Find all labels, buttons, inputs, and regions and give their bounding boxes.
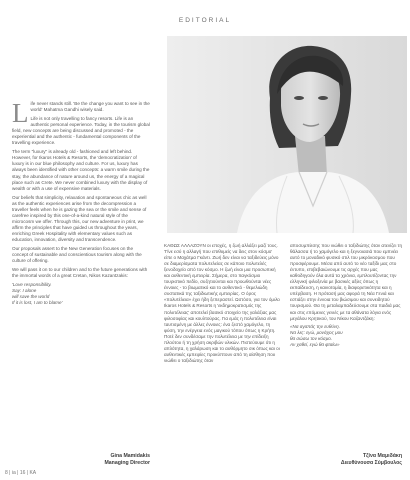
body-paragraph: Our proposals assert to the New Generation focuses on the concept of sustainable and conscientious tourism along with the culture of offering. [12, 246, 142, 264]
body-paragraph: The term "luxury" is already old - fashioned and left behind. However, for Ikaros Hotels & Resorts, the 'democratization' of luxury is in our blue philosophy and culture. For us, luxury has always been identified with other concepts: a warm smile during the stay, the abundance of nature around us, the energy of a magical place such as Crete. We never combined luxury with the display of wealth or with a use of expensive materials. [12, 149, 150, 191]
quote-line: will save the world [12, 294, 50, 300]
signature-name: Τζίνα Μαμιδάκη [362, 453, 402, 459]
body-paragraph: Our beliefs that simplicity, relaxation and spontaneous chic as well as the authentic experiences arise from the decompression a traveller feels when he is gazing the sea or the smile and sense of carefree inspired by this one-of-a-kind natural style of the microcosm we offer. Through this, our new adventure in print, we affirm the principles that have guided us throughout the years, enriching Greek Hospitality with elementary values such as education, innovation, diversity and transcendence. [12, 194, 147, 242]
quote-line: Να λες: εγώ, μονάχος μου [290, 329, 343, 335]
kazantzakis-quote [12, 282, 150, 306]
greek-body-paragraph: αποσυμπίεσης που νιώθει ο ταξιδιώτης όταν ατενίζει τη θάλασσα ή το χαμόγελο και η ξεγνοιασιά που εμπνέει αυτό το μοναδικό φυσικό στιλ του μικρόκοσμου που προσφέρουμε. Μέσα από αυτό το νέο ταξίδι μας στο έντυπο, επιβεβαιώνουμε τις αρχές που μας καθοδηγούν όλα αυτά τα χρόνια, εμπλουτίζοντας την ελληνική φιλοξενία με βασικές αξίες όπως η εκπαίδευση, η καινοτομία, η διαφορετικότητα και η υπέρβαση. Η πρότασή μας αφορά τη Νέα Γενιά και εστιάζει στην έννοια του βιώσιμου και συνειδητού τουρισμού. Θα τη μεταλαμπαδεύσουμε στα παιδιά μας και στις επόμενες γενιές με τα αθάνατα λόγια ενός μεγάλου Κρητικού, του Νίκου Καζαντζάκη: [290, 243, 402, 321]
page-folio: 8 | ia | 16 | ΚΑ [5, 470, 37, 476]
signature-title: Managing Director [104, 460, 150, 466]
signature-title: Διευθύνουσα Σύμβουλος [340, 460, 402, 466]
signature-name: Gina Mamidakis [110, 453, 150, 459]
greek-signature [318, 453, 402, 467]
portrait-photo [167, 36, 407, 233]
quote-line: θα σώσω τον κόσμο. [290, 335, 333, 341]
quote-line: 'Love responsibility. [12, 282, 52, 288]
quote-line: Say: I alone [12, 288, 37, 294]
greek-body-paragraph: ΚΑΘΩΣ ΑΛΛΑΖΟΥΝ οι εποχές, η ζωή αλλάζει μαζί τους. 'Γίνε εσύ η αλλαγή που επιθυμείς να δεις στον κόσμο' είπε ο Μαχάτμα Γκάντι. Ζωή δεν είναι να ταξιδεύεις μόνο σε διαμερίσματα πολυτελείας σε κάποιο πολυτελές ξενοδοχείο από τον κόσμο. Η ζωή είναι μια προσωπική και αυθεντική εμπειρία. Σήμερα, στο παγκόσμιο τουριστικό πεδίο, συζητιούνται και προωθούνται νέες έννοιες - το βιωματικό και το αυθεντικό - θεμελιώδη συστατικά της ταξιδιωτικής εμπειρίας. Ο όρος «πολυτέλεια» έχει ήδη ξεπεραστεί. Ωστόσο, για τον όμιλο Ikaros Hotels & Resorts η 'εκδημοκρατισμός της πολυτέλειας' αποτελεί βασικό στοιχείο της γαλάζιας μας φιλοσοφίας και κουλτούρας. Για εμάς η πολυτέλεια είναι ταυτισμένη με άλλες έννοιες: ένα ζεστό χαμόγελο, τη φύση, την ενέργεια ενός μαγικού τόπου όπως η Κρήτη. Ποτέ δεν συνδέσαμε την πολυτέλεια με την επίδειξη πλούτου ή τη χρήση ακριβών υλικών. Πιστεύουμε ότι η απλότητα, η χαλάρωση και το αυθόρμητο σικ όπως και οι αυθεντικές εμπειρίες προκύπτουν από τη αίσθηση που νιώθει ο ταξιδιώτης όταν [164, 243, 280, 363]
english-signature [79, 453, 150, 467]
quote-line: Αν χαθεί, εγώ θα φταίω» [290, 341, 340, 347]
drop-cap: L [12, 98, 29, 128]
body-paragraph: We will pass it on to our children and to the future generations with the immortal words of a great Cretan, Nikos Kazantzakis: [12, 267, 148, 279]
body-paragraph: Life is not only travelling to fancy resorts. Life is an authentic personal experience. Today, in the tourism global field, new concepts are being discussed and promoted - the experiential and the authentic - fundamental components of the travelling experience. [12, 116, 150, 146]
greek-kazantzakis-quote [290, 324, 402, 348]
greek-editorial-column-2 [290, 243, 402, 348]
quote-line: If it is lost, I am to blame' [12, 300, 63, 306]
quote-line: «Να αγαπάς την ευθύνη. [290, 323, 340, 329]
section-title: EDITORIAL [178, 17, 232, 24]
greek-editorial-column-1 [164, 243, 280, 364]
english-editorial-column [12, 98, 150, 306]
portrait-illustration [167, 36, 407, 233]
lead-paragraph: ife never stands still. 'Be the change you want to see in the world' Mahatma Gandhi wisely said. [30, 101, 150, 113]
